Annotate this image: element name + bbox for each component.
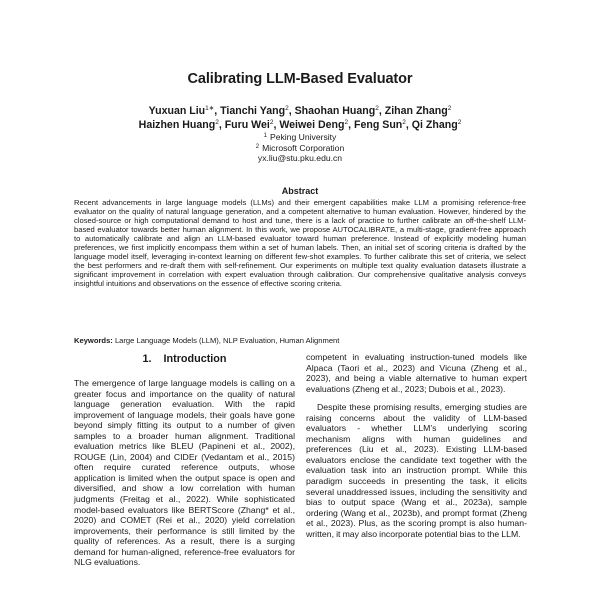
affiliation-mark: 1 [263, 133, 267, 139]
left-column [74, 378, 295, 568]
author-affil-mark: 2 [457, 118, 462, 126]
section-heading-introduction [74, 353, 295, 365]
abstract-text: Recent advancements in large language models (LLMs) and their emergent capabilities make LLM a promising reference-free evaluator on the quality of natural language generation, and a competent alternative to human evaluation. However, hindered by the closed-source or high computational demand to host and tune, there is a lack of practice to further calibrate an off-the-shelf LLM-based evaluator towards better human alignment. In this work, we propose AUTOCALIBRATE, a multi-stage, gradient-free approach to automatically calibrate and align an LLM-based evaluator toward human preference. Instead of explicitly modeling human preferences, we first implicitly encompass them within a set of human labels. Then, an initial set of scoring criteria is drafted by the language model itself, leveraging in-context learning on different few-shot examples. To further calibrate this set of criteria, we select the best performers and re-draft them with self-refinement. Our experiments on multiple text quality evaluation datasets illustrate a significant improvement in correlation with expert evaluation through calibration. Our comprehensive qualitative analysis conveys insightful intuitions and observations on the essence of effective scoring criteria. [74, 198, 526, 289]
author-line-2: Haizhen Huang$^2$, Furu Wei$^2$, Weiwei Deng$^2$, Feng Sun$^2$, Qi Zhang$^2$ [138, 118, 462, 131]
author-name: Tianchi Yang [220, 105, 286, 117]
author-name: Shaohan Huang [294, 105, 376, 117]
author-name: Furu Wei [224, 118, 270, 131]
affiliation-mark: 2 [255, 143, 260, 150]
keywords-text: Large Language Models (LLM), NLP Evaluation, Human Alignment [114, 336, 340, 345]
author-name: Qi Zhang [411, 118, 458, 131]
right-column [306, 352, 527, 547]
paper-title: Calibrating LLM-Based Evaluator [187, 71, 413, 87]
keywords [74, 336, 526, 346]
affiliation-name: Peking University [269, 132, 337, 142]
author-affil-mark: 2 [269, 118, 274, 126]
affiliation-name: Microsoft Corporation [262, 142, 345, 153]
paragraph: competent in evaluating instruction-tuned models like Alpaca (Taori et al., 2023) and Vicuna (Zheng et al., 2023), and being a viable alternative to human expert evaluations (Zheng et al., 2023; Dubois et al., 2023). [306, 352, 527, 394]
author-affil-mark: 2 [285, 105, 289, 112]
paragraph: Despite these promising results, emerging studies are raising concerns about the validity of LLM-based evaluators - whether LLM’s underlying scoring mechanism aligns with human guidelines and preferences (Liu et al., 2023). Existing LLM-based evaluators enclose the candidate text together with the evaluation task into an instruction prompt. While this paradigm succeeds in presenting the task, it elicits several unaddressed issues, including the sensitivity and bias to output space (Wang et al., 2023a), sample ordering (Wang et al., 2023b), and prompt format (Zheng et al., 2023). Plus, as the scoring prompt is also human-written, it may also incorporate potential bias to the LLM. [306, 402, 527, 539]
keywords-label: Keywords: [74, 336, 113, 345]
author-block [0, 105, 600, 164]
author-name: Yuxuan Liu [148, 105, 206, 117]
author-affil-mark: 2 [344, 118, 349, 126]
author-affil-mark: 2 [215, 118, 219, 126]
author-affil-mark: 2 [375, 105, 379, 112]
author-name: Zihan Zhang [384, 105, 448, 117]
affiliation-1 [0, 132, 600, 143]
affiliation-2 [0, 143, 600, 154]
author-affil-mark: 2 [447, 105, 452, 112]
author-line-1: Yuxuan Liu$^{1∗}$, Tianchi Yang$^2$, Shaohan Huang$^2$, Zihan Zhang$^2$ [148, 105, 452, 117]
author-email: yx.liu@stu.pku.edu.cn [257, 153, 343, 164]
page-crop-edge [0, 596, 600, 600]
author-name: Haizhen Huang [138, 118, 216, 131]
section-title: Introduction [163, 353, 227, 365]
author-name: Feng Sun [354, 118, 403, 131]
section-number: 1. [142, 353, 152, 365]
author-name: Weiwei Deng [279, 118, 345, 131]
author-affil-mark: 2 [402, 118, 406, 126]
paragraph: The emergence of large language models is calling on a greater focus and importance on the quality of natural language generation evaluation. With the rapid improvement of language models, their goals have gone beyond simply fitting its output to a number of given samples to a broader human alignment. Traditional evaluation metrics like BLEU (Papineni et al., 2002), ROUGE (Lin, 2004) and CIDEr (Vedantam et al., 2015) often require curated reference outputs, whose application is limited when the output space is open and diversified, and show a low correlation with human judgments (Freitag et al., 2022). While sophisticated model-based evaluators like BERTScore (Zhang* et al., 2020) and COMET (Rei et al., 2020) yield correlation improvements, their performance is still limited by the quality of references. As a result, there is a surging demand for human-aligned, reference-free evaluators for NLG evaluations. [74, 378, 295, 568]
author-affil-mark: 1∗ [205, 105, 215, 112]
abstract-heading: Abstract [281, 186, 319, 196]
